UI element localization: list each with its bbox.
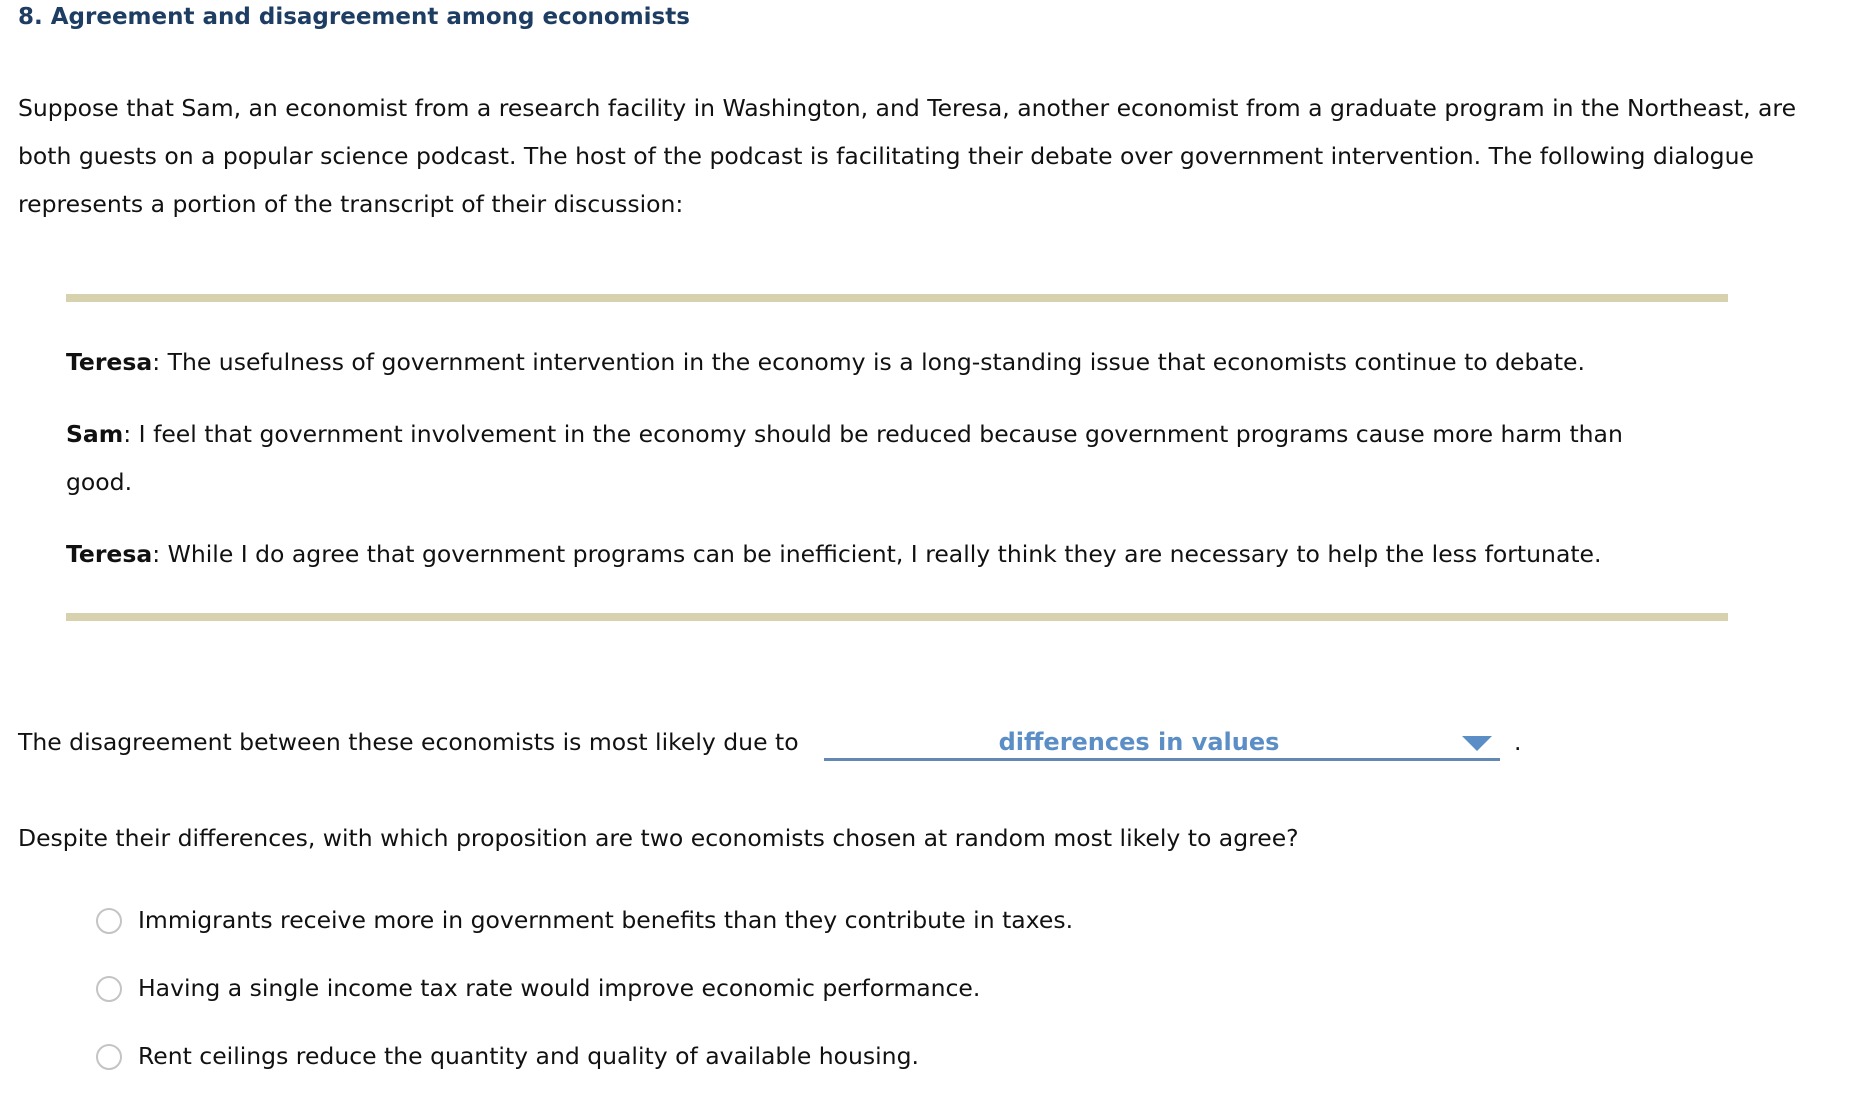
dialogue-text: good. bbox=[66, 468, 133, 496]
speaker-name: Sam bbox=[66, 420, 124, 448]
sentence-period: . bbox=[1514, 728, 1522, 756]
answer-dropdown[interactable] bbox=[824, 722, 1500, 761]
transcript-divider-bottom bbox=[66, 613, 1728, 621]
radio-button[interactable] bbox=[96, 908, 122, 934]
option-label[interactable]: Immigrants receive more in government benefits than they contribute in taxes. bbox=[138, 906, 1074, 934]
dialogue-entry: Teresa: The usefulness of government intervention in the economy is a long-standing issue that economists continue to debate. bbox=[66, 348, 1585, 376]
chevron-down-icon[interactable] bbox=[1462, 736, 1492, 751]
intro-line: represents a portion of the transcript of their discussion: bbox=[18, 190, 684, 218]
intro-line: Suppose that Sam, an economist from a research facility in Washington, and Teresa, another economist from a graduate program in the Northeast, are bbox=[18, 94, 1797, 122]
dialogue-entry: Sam: I feel that government involvement in the economy should be reduced because government programs cause more harm than good. bbox=[66, 410, 1623, 506]
dropdown-selected-value: differences in values bbox=[998, 728, 1280, 756]
option-label[interactable]: Rent ceilings reduce the quantity and quality of available housing. bbox=[138, 1042, 919, 1070]
intro-line: both guests on a popular science podcast. The host of the podcast is facilitating their debate over government intervention. The following dialogue bbox=[18, 142, 1754, 170]
question2-prompt: Despite their differences, with which proposition are two economists chosen at random most likely to agree? bbox=[18, 824, 1299, 852]
transcript-divider-top bbox=[66, 294, 1728, 302]
question-title: 8. Agreement and disagreement among economists bbox=[18, 4, 690, 30]
radio-button[interactable] bbox=[96, 976, 122, 1002]
dialogue-text: The usefulness of government intervention in the economy is a long-standing issue that economists continue to debate. bbox=[167, 348, 1585, 376]
dialogue-entry: Teresa: While I do agree that government programs can be inefficient, I really think they are necessary to help the less fortunate. bbox=[66, 540, 1602, 568]
intro-paragraph bbox=[18, 84, 1858, 228]
option-label[interactable]: Having a single income tax rate would improve economic performance. bbox=[138, 974, 981, 1002]
question1-prompt: The disagreement between these economists is most likely due to bbox=[18, 728, 799, 756]
dialogue-text: I feel that government involvement in the economy should be reduced because government programs cause more harm than bbox=[138, 420, 1623, 448]
speaker-name: Teresa bbox=[66, 348, 153, 376]
speaker-name: Teresa bbox=[66, 540, 153, 568]
radio-button[interactable] bbox=[96, 1044, 122, 1070]
dialogue-text: While I do agree that government programs can be inefficient, I really think they are necessary to help the less fortunate. bbox=[167, 540, 1602, 568]
